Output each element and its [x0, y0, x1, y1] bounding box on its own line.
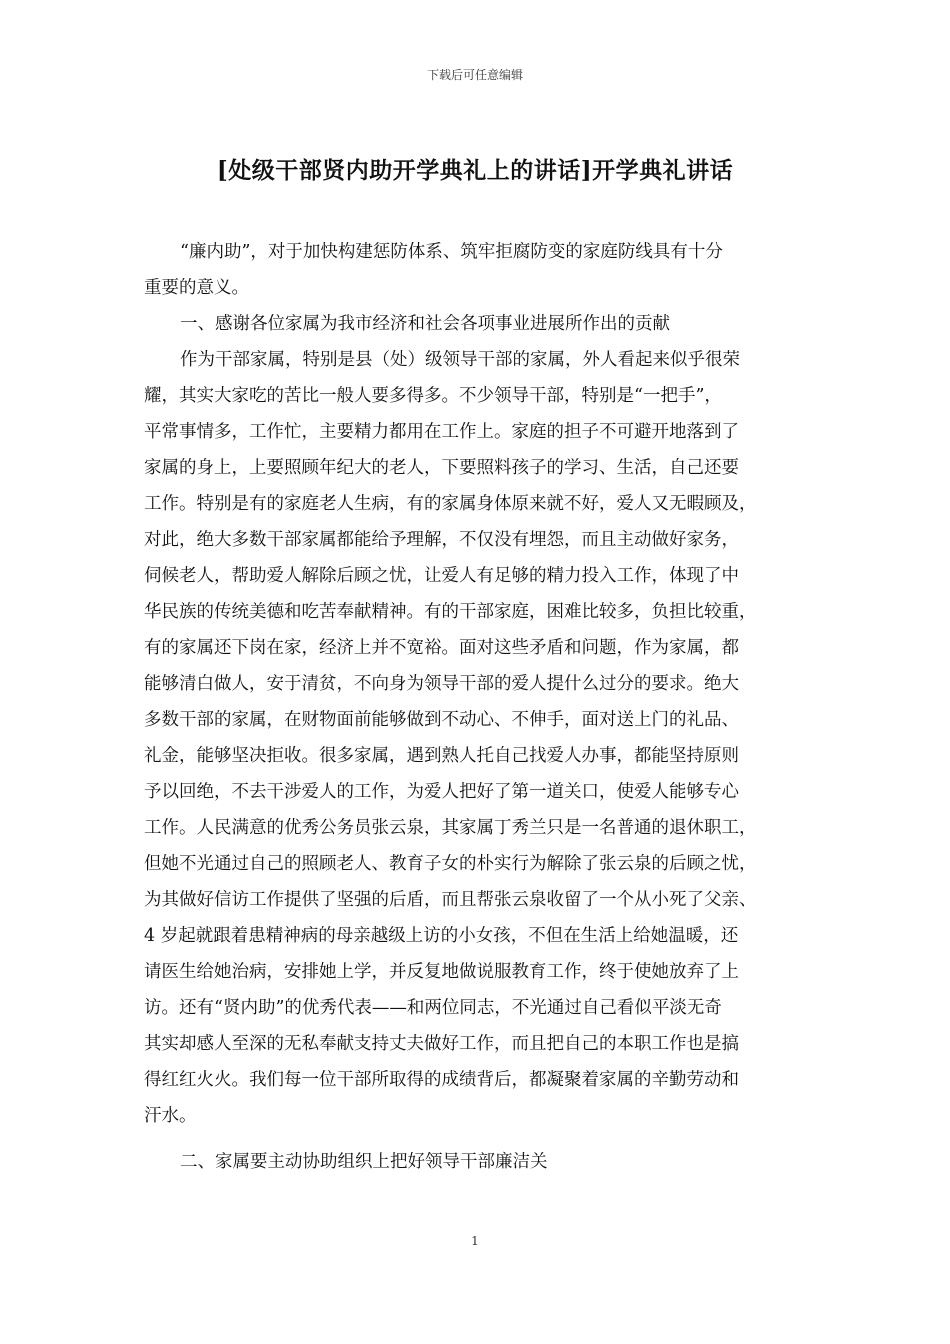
text-line: 二、家属要主动协助组织上把好领导干部廉洁关: [180, 1152, 548, 1172]
text-line: 其实却感人至深的无私奉献支持丈夫做好工作，而且把自己的本职工作也是搞: [144, 1034, 739, 1054]
text-line: 伺候老人，帮助爱人解除后顾之忧，让爱人有足够的精力投入工作，体现了中: [144, 566, 739, 586]
text-line: 工作。人民满意的优秀公务员张云泉，其家属丁秀兰只是一名普通的退休职工，: [144, 818, 757, 838]
text-line: 华民族的传统美德和吃苦奉献精神。有的干部家庭，困难比较多，负担比较重，: [144, 602, 757, 622]
paragraph-main: [144, 342, 824, 1134]
section-heading-1: [144, 306, 824, 342]
text-line: 对此，绝大多数干部家属都能给予理解，不仅没有埋怨，而且主动做好家务，: [144, 530, 739, 550]
text-line: 请医生给她治病，安排她上学，并反复地做说服教育工作，终于使她放弃了上: [144, 962, 739, 982]
text-line: 多数干部的家属，在财物面前能够做到不动心、不伸手，面对送上门的礼品、: [144, 710, 739, 730]
text-line: 耀，其实大家吃的苦比一般人要多得多。不少领导干部，特别是“一把手”，: [144, 386, 722, 406]
text-line: 重要的意义。: [144, 278, 249, 298]
page-header: 下载后可任意编辑: [426, 68, 523, 82]
text-line: 汗水。: [144, 1106, 197, 1126]
document-title: [处级干部贤内助开学典礼上的讲话]开学典礼讲话: [216, 157, 734, 184]
text-line: 家属的身上，上要照顾年纪大的老人，下要照料孩子的学习、生活，自己还要: [144, 458, 739, 478]
section-heading-2: [144, 1144, 824, 1180]
page-number: 1: [471, 1234, 479, 1248]
text-line: 能够清白做人，安于清贫，不向身为领导干部的爱人提什么过分的要求。绝大: [144, 674, 739, 694]
paragraph-intro: [144, 234, 824, 306]
document-body: [144, 234, 824, 1180]
text-line: 有的家属还下岗在家，经济上并不宽裕。面对这些矛盾和问题，作为家属，都: [144, 638, 739, 658]
text-line: 礼金，能够坚决拒收。很多家属，遇到熟人托自己找爱人办事，都能坚持原则: [144, 746, 739, 766]
text-line: 予以回绝，不去干涉爱人的工作，为爱人把好了第一道关口，使爱人能够专心: [144, 782, 739, 802]
text-line: 得红红火火。我们每一位干部所取得的成绩背后，都凝聚着家属的辛勤劳动和: [144, 1070, 739, 1090]
text-line: “廉内助”，对于加快构建惩防体系、筑牢拒腐防变的家庭防线具有十分: [180, 242, 723, 262]
text-line: 工作。特别是有的家庭老人生病，有的家属身体原来就不好，爱人又无暇顾及，: [144, 494, 757, 514]
text-line: 作为干部家属，特别是县（处）级领导干部的家属，外人看起来似乎很荣: [180, 350, 740, 370]
text-line: 为其做好信访工作提供了坚强的后盾，而且帮张云泉收留了一个从小死了父亲、: [144, 890, 757, 910]
text-line: 平常事情多，工作忙，主要精力都用在工作上。家庭的担子不可避开地落到了: [144, 422, 739, 442]
text-line: 访。还有“贤内助”的优秀代表——和两位同志，不光通过自己看似平淡无奇: [144, 998, 722, 1018]
text-line: 一、感谢各位家属为我市经济和社会各项事业进展所作出的贡献: [180, 314, 670, 334]
text-line: 但她不光通过自己的照顾老人、教育子女的朴实行为解除了张云泉的后顾之忧，: [144, 854, 757, 874]
text-line: 4 岁起就跟着患精神病的母亲越级上访的小女孩，不但在生活上给她温暖，还: [144, 926, 739, 946]
